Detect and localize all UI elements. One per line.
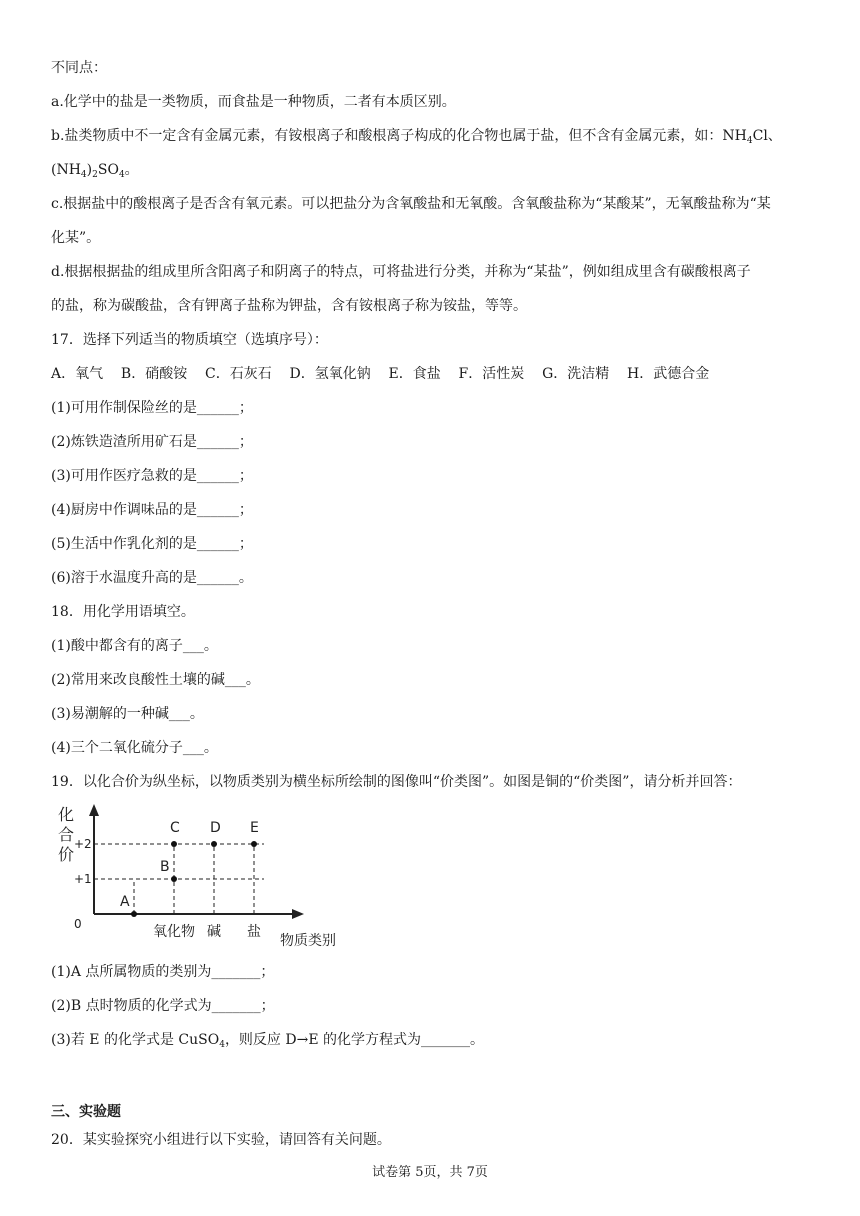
data-point [211, 841, 217, 847]
y-axis-title-char: 价 [58, 845, 75, 864]
q19-item: (3)若 E 的化学式是 CuSO$_4$，则反应 D→E 的化学方程式为_______。 [51, 1032, 485, 1050]
q17-item: (5)生活中作乳化剂的是______； [51, 536, 253, 552]
differences-label: 不同点： [51, 60, 107, 76]
point-d-line2: 的盐，称为碳酸盐，含有钾离子盐称为钾盐，含有铵根离子称为铵盐，等等。 [51, 298, 527, 314]
x-tick-label: 盐 [247, 924, 261, 940]
q18-item: (2)常用来改良酸性土壤的碱___。 [51, 672, 260, 688]
y-tick-label: 0 [74, 917, 82, 931]
q17-item: (6)溶于水温度升高的是______。 [51, 570, 253, 586]
y-tick-label: +2 [74, 837, 92, 851]
x-axis-title: 物质类别 [280, 933, 336, 949]
point-d-line1: d.根据根据盐的组成里所含阳离子和阴离子的特点，可将盐进行分类，并称为“某盐”，例如组成里含有碳酸根离子 [51, 264, 751, 280]
section-title: 三、实验题 [51, 1104, 121, 1120]
point-b-line2: $(NH_4)_2SO_4$。 [51, 162, 139, 180]
q20-stem: 20．某实验探究小组进行以下实验，请回答有关问题。 [51, 1132, 391, 1148]
q18-stem: 18．用化学用语填空。 [51, 604, 195, 620]
y-axis-title-char: 合 [58, 825, 75, 844]
point-c-line1: c.根据盐中的酸根离子是否含有氧元素。可以把盐分为含氧酸盐和无氧酸。含氧酸盐称为“某酸某”，无氧酸盐称为“某 [51, 196, 771, 212]
x-axis-arrow [292, 909, 304, 919]
q18-item: (1)酸中都含有的离子___。 [51, 638, 218, 654]
y-axis-title-char: 化 [58, 805, 75, 824]
data-point [171, 841, 177, 847]
q19-stem: 19．以化合价为纵坐标，以物质类别为横坐标所绘制的图像叫“价类图”。如图是铜的“价类图”，请分析并回答： [51, 774, 742, 790]
q17-item: (1)可用作制保险丝的是______； [51, 400, 253, 416]
q17-item: (4)厨房中作调味品的是______； [51, 502, 253, 518]
q19-item: (1)A 点所属物质的类别为_______； [51, 964, 275, 980]
data-point-label: D [210, 820, 221, 836]
q17-item: (2)炼铁造渣所用矿石是______； [51, 434, 253, 450]
data-point-label: E [250, 820, 259, 836]
data-point-label: A [120, 894, 130, 910]
data-point [131, 911, 137, 917]
x-tick-label: 碱 [207, 924, 221, 940]
q17-options: A．氧气 B．硝酸铵 C．石灰石 D．氢氧化钠 E．食盐 F．活性炭 G．洗洁精 H．武德合金 [51, 366, 710, 382]
q17-item: (3)可用作医疗急救的是______； [51, 468, 253, 484]
point-c-line2: 化某”。 [51, 230, 101, 246]
y-axis-title [58, 805, 74, 864]
page-footer: 试卷第 5页，共 7页 [372, 1165, 488, 1180]
q17-stem: 17．选择下列适当的物质填空（选填序号）： [51, 332, 328, 348]
x-tick-label: 氧化物 [153, 924, 195, 940]
point-b-line1: b.盐类物质中不一定含有金属元素，有铵根离子和酸根离子构成的化合物也属于盐，但不含有金属元素，如：$NH_4Cl$、 [51, 128, 782, 146]
q19-item: (2)B 点时物质的化学式为_______； [51, 998, 275, 1014]
y-tick-label: +1 [74, 872, 92, 886]
q18-item: (4)三个二氧化硫分子___。 [51, 740, 218, 756]
data-point [171, 876, 177, 882]
point-a: a.化学中的盐是一类物质，而食盐是一种物质，二者有本质区别。 [51, 94, 456, 110]
q18-item: (3)易潮解的一种碱___。 [51, 706, 204, 722]
data-point [251, 841, 257, 847]
y-axis-arrow [89, 804, 99, 816]
valence-category-chart [50, 800, 360, 950]
data-point-label: B [160, 859, 170, 875]
data-point-label: C [170, 820, 180, 836]
